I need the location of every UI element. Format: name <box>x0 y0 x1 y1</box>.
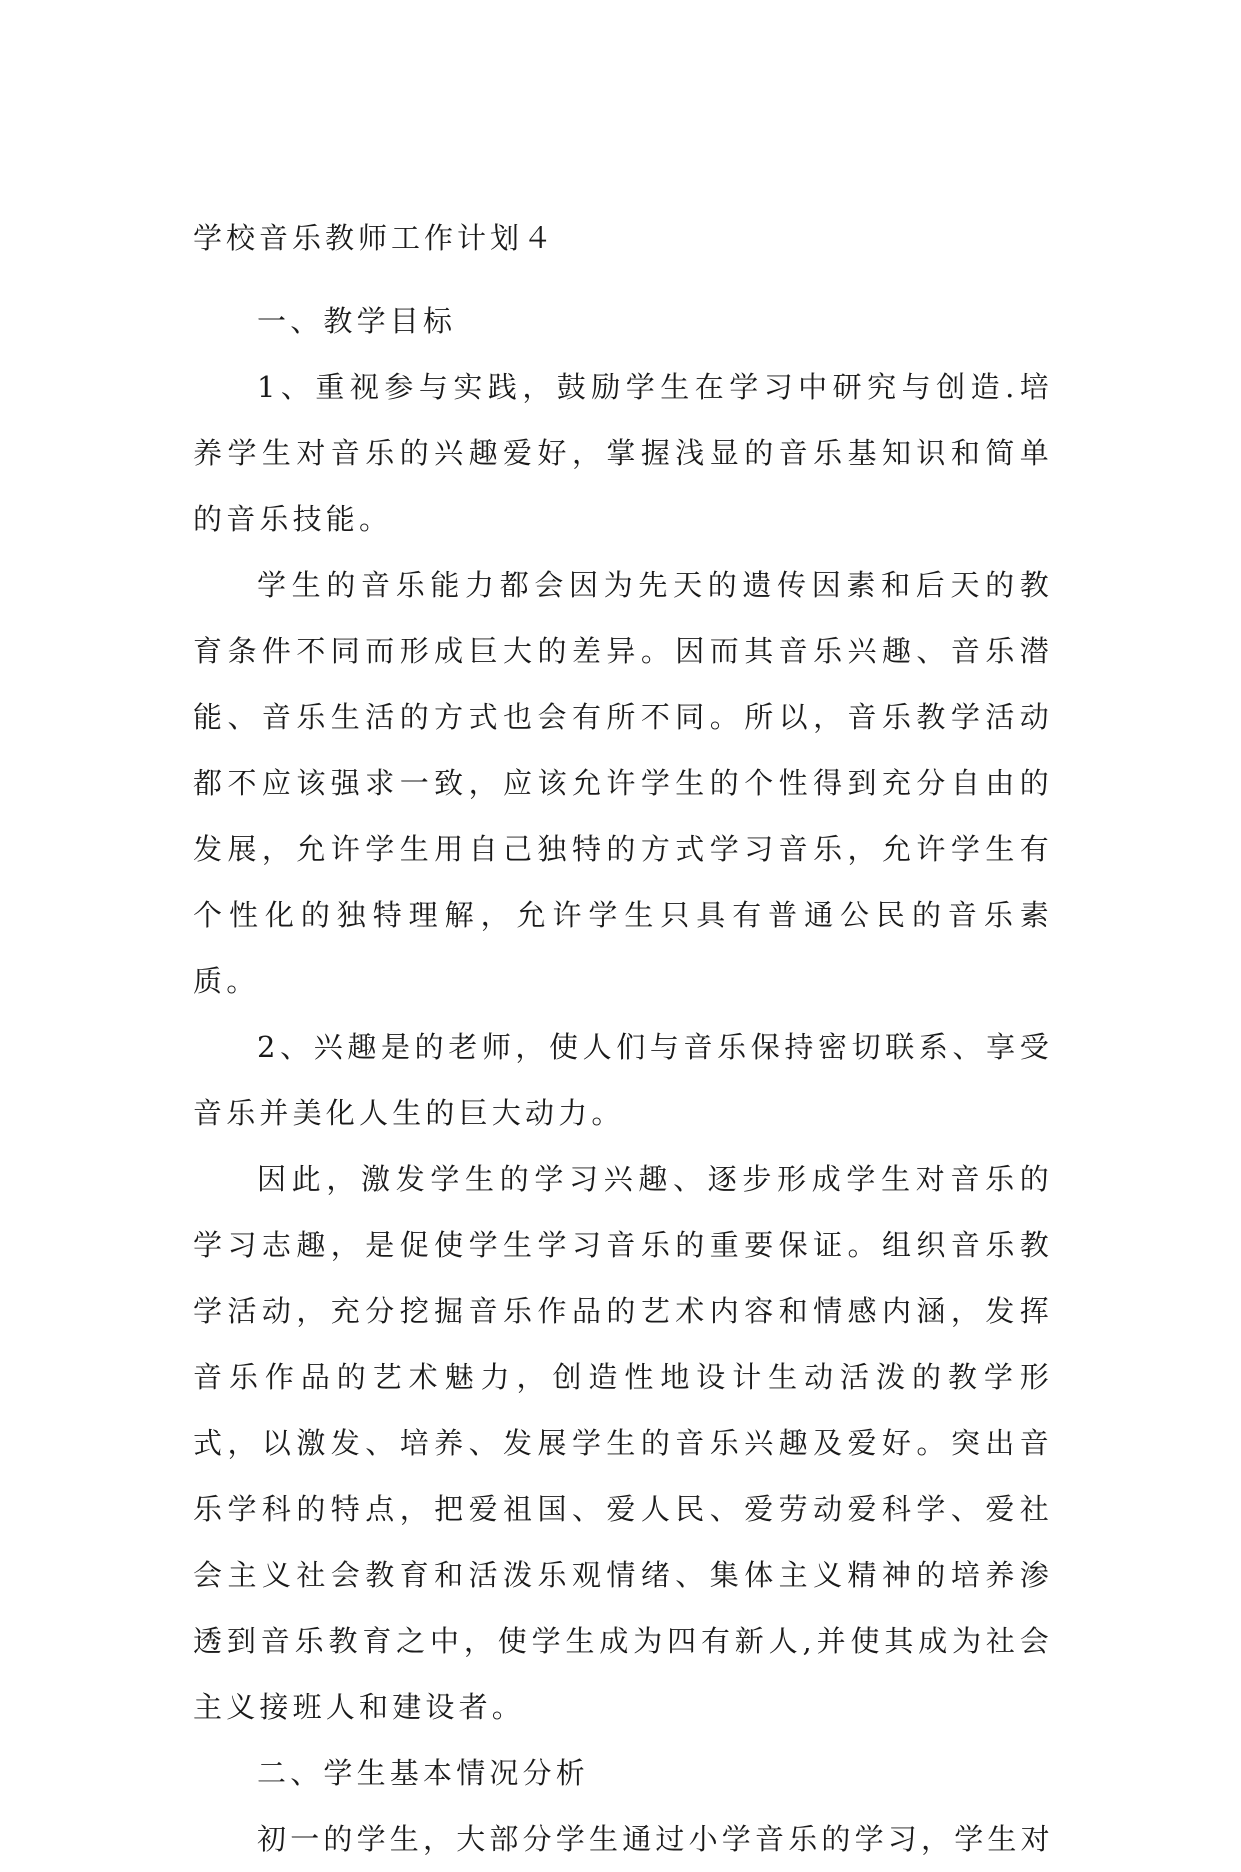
paragraph-student-ability: 学生的音乐能力都会因为先天的遗传因素和后天的教育条件不同而形成巨大的差异。因而其音乐兴趣、音乐潜能、音乐生活的方式也会有所不同。所以，音乐教学活动都不应该强求一致，应该允许学生的个性得到充分自由的发展，允许学生用自己独特的方式学习音乐，允许学生有个性化的独特理解，允许学生只具有普通公民的音乐素质。 <box>193 568 1053 998</box>
document-page <box>193 222 1053 1872</box>
paragraph-goal-2: 2、兴趣是的老师，使人们与音乐保持密切联系、享受音乐并美化人生的巨大动力。 <box>193 1030 1053 1130</box>
paragraph-student-analysis: 初一的学生，大部分学生通过小学音乐的学习，学生对 <box>257 1822 1054 1856</box>
paragraph-interest: 因此，激发学生的学习兴趣、逐步形成学生对音乐的学习志趣，是促使学生学习音乐的重要保证。组织音乐教学活动，充分挖掘音乐作品的艺术内容和情感内涵，发挥音乐作品的艺术魅力，创造性地设计生动活泼的教学形式，以激发、培养、发展学生的音乐兴趣及爱好。突出音乐学科的特点，把爱祖国、爱人民、爱劳动爱科学、爱社会主义社会教育和活泼乐观情绪、集体主义精神的培养渗透到音乐教育之中，使学生成为四有新人,并使其成为社会主义接班人和建设者。 <box>193 1162 1053 1724</box>
section-heading-teaching-goals: 一、教学目标 <box>257 304 457 338</box>
paragraph-goal-1: 1、重视参与实践，鼓励学生在学习中研究与创造.培养学生对音乐的兴趣爱好，掌握浅显的音乐基知识和简单的音乐技能。 <box>193 370 1053 536</box>
document-title: 学校音乐教师工作计划４ <box>193 221 557 255</box>
section-heading-student-analysis: 二、学生基本情况分析 <box>257 1756 590 1790</box>
